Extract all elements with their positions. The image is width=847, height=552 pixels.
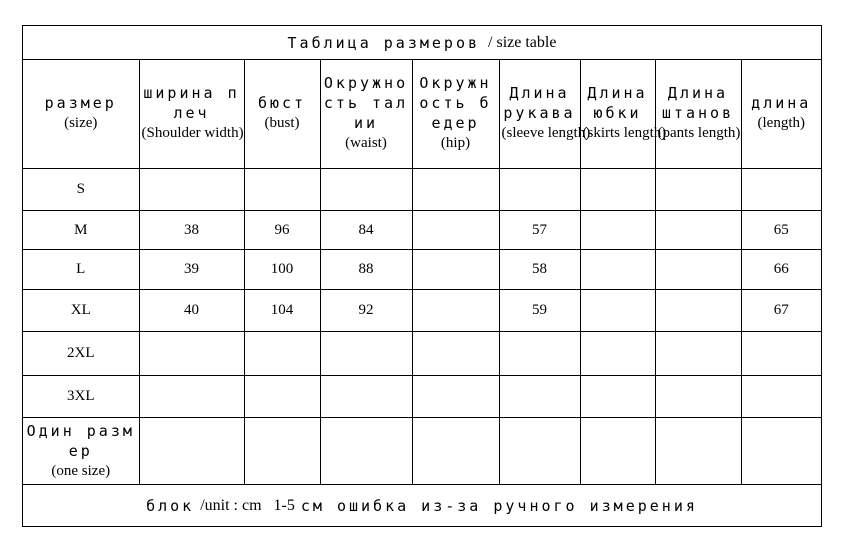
size-cell: XL: [23, 289, 139, 331]
shoulder-cell: [139, 331, 244, 375]
skirt-cell: [580, 249, 655, 289]
length-cell: 66: [741, 249, 821, 289]
pants-cell: [655, 417, 741, 485]
waist-cell: [320, 168, 412, 210]
bust-cell: 104: [244, 289, 320, 331]
size-cell: 2XL: [23, 331, 139, 375]
waist-cell: [320, 331, 412, 375]
sleeve-cell: [499, 375, 580, 417]
size-table-sheet: [22, 25, 822, 527]
header-row: [23, 59, 821, 168]
table-title: [23, 26, 821, 60]
sleeve-cell: [499, 331, 580, 375]
title-english: / size table: [488, 33, 557, 51]
size-cell: 3XL: [23, 375, 139, 417]
header-length: длина (length): [741, 59, 821, 168]
table-row: [23, 417, 821, 485]
hip-cell: [412, 417, 499, 485]
pants-cell: [655, 249, 741, 289]
length-cell: [741, 331, 821, 375]
skirt-cell: [580, 168, 655, 210]
hip-cell: [412, 375, 499, 417]
header-hip: Окружность бедер (hip): [412, 59, 499, 168]
pants-cell: [655, 210, 741, 249]
hip-cell: [412, 168, 499, 210]
length-cell: [741, 375, 821, 417]
sleeve-cell: [499, 417, 580, 485]
pants-cell: [655, 331, 741, 375]
header-pants: Длина штанов (pants length): [655, 59, 741, 168]
size-cell: S: [23, 168, 139, 210]
skirt-cell: [580, 331, 655, 375]
hip-cell: [412, 210, 499, 249]
length-cell: 67: [741, 289, 821, 331]
table-row: [23, 289, 821, 331]
waist-cell: [320, 417, 412, 485]
length-cell: [741, 168, 821, 210]
header-skirt: Длина юбки (skirts length): [580, 59, 655, 168]
size-cell-one-size: Один размер (one size): [23, 417, 139, 485]
hip-cell: [412, 331, 499, 375]
error-note: см ошибка из-за ручного измерения: [300, 496, 698, 515]
sleeve-cell: 58: [499, 249, 580, 289]
shoulder-cell: [139, 375, 244, 417]
header-waist: Окружность талии (waist): [320, 59, 412, 168]
waist-cell: [320, 375, 412, 417]
skirt-cell: [580, 417, 655, 485]
length-cell: [741, 417, 821, 485]
table-row: [23, 210, 821, 249]
size-table: [23, 59, 821, 485]
title-russian: Таблица размеров: [287, 33, 481, 52]
table-row: [23, 375, 821, 417]
pants-cell: [655, 289, 741, 331]
unit-label-ru: блок: [146, 496, 195, 515]
length-cell: 65: [741, 210, 821, 249]
header-shoulder: ширина плеч (Shoulder width): [139, 59, 244, 168]
bust-cell: [244, 375, 320, 417]
skirt-cell: [580, 289, 655, 331]
pants-cell: [655, 375, 741, 417]
shoulder-cell: 39: [139, 249, 244, 289]
waist-cell: 88: [320, 249, 412, 289]
shoulder-cell: [139, 417, 244, 485]
error-range: 1-5: [273, 496, 295, 514]
hip-cell: [412, 289, 499, 331]
sleeve-cell: 59: [499, 289, 580, 331]
header-size: размер (size): [23, 59, 139, 168]
waist-cell: 84: [320, 210, 412, 249]
sleeve-cell: 57: [499, 210, 580, 249]
hip-cell: [412, 249, 499, 289]
shoulder-cell: 40: [139, 289, 244, 331]
measurement-note: [23, 484, 821, 526]
pants-cell: [655, 168, 741, 210]
bust-cell: [244, 331, 320, 375]
waist-cell: 92: [320, 289, 412, 331]
shoulder-cell: 38: [139, 210, 244, 249]
table-row: [23, 249, 821, 289]
header-sleeve: Длина рукава (sleeve length): [499, 59, 580, 168]
header-bust: бюст (bust): [244, 59, 320, 168]
bust-cell: [244, 417, 320, 485]
bust-cell: 96: [244, 210, 320, 249]
bust-cell: 100: [244, 249, 320, 289]
skirt-cell: [580, 210, 655, 249]
bust-cell: [244, 168, 320, 210]
unit-label-en: /unit : cm: [200, 496, 262, 514]
size-cell: L: [23, 249, 139, 289]
table-row: [23, 331, 821, 375]
table-row: [23, 168, 821, 210]
skirt-cell: [580, 375, 655, 417]
size-cell: M: [23, 210, 139, 249]
sleeve-cell: [499, 168, 580, 210]
shoulder-cell: [139, 168, 244, 210]
